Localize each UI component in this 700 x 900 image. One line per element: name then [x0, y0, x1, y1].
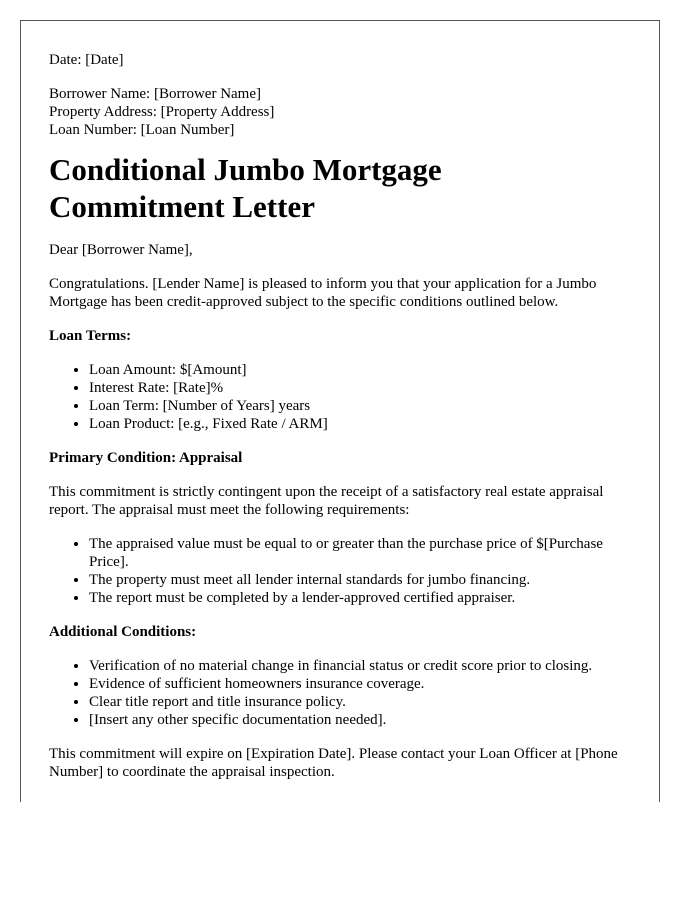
property-address-line: Property Address: [Property Address]: [49, 104, 275, 120]
list-item: • Verification of no material change in financial status or credit score prior to closing.: [89, 657, 631, 675]
list-item: • The appraised value must be equal to or greater than the purchase price of $[Purchase Price].: [89, 535, 631, 571]
additional-conditions-list: [49, 657, 631, 729]
list-item: • Evidence of sufficient homeowners insurance coverage.: [89, 675, 631, 693]
list-item: • Loan Term: [Number of Years] years: [89, 397, 631, 415]
list-item: • Interest Rate: [Rate]%: [89, 379, 631, 397]
list-item: • The property must meet all lender internal standards for jumbo financing.: [89, 571, 631, 589]
borrower-name-line: Borrower Name: [Borrower Name]: [49, 86, 261, 102]
appraisal-requirements-list: [49, 535, 631, 607]
title-line-2: Commitment Letter: [49, 189, 315, 224]
intro-paragraph: Congratulations. [Lender Name] is pleased to inform you that your application for a Jumbo Mortgage has been credit-approved subject to the specific conditions outlined below.: [49, 276, 597, 310]
appraisal-paragraph: This commitment is strictly contingent upon the receipt of a satisfactory real estate appraisal report. The appraisal must meet the following requirements:: [49, 484, 604, 518]
salutation: Dear [Borrower Name],: [49, 242, 193, 258]
loan-terms-list: [49, 361, 631, 433]
appraisal-heading: Primary Condition: Appraisal: [49, 450, 243, 466]
letter-page: [20, 20, 660, 802]
list-item: • [Insert any other specific documentation needed].: [89, 711, 631, 729]
additional-conditions-heading: Additional Conditions:: [49, 624, 197, 640]
loan-number-line: Loan Number: [Loan Number]: [49, 122, 235, 138]
list-item: • Clear title report and title insurance policy.: [89, 693, 631, 711]
page-title: [49, 151, 631, 225]
list-item: • Loan Amount: $[Amount]: [89, 361, 631, 379]
list-item: • Loan Product: [e.g., Fixed Rate / ARM]: [89, 415, 631, 433]
loan-terms-heading: Loan Terms:: [49, 328, 132, 344]
closing-paragraph: This commitment will expire on [Expiration Date]. Please contact your Loan Officer at [Phone Number] to coordinate the appraisal inspection.: [49, 746, 618, 780]
date-line: Date: [Date]: [49, 52, 124, 68]
list-item: • The report must be completed by a lender-approved certified appraiser.: [89, 589, 631, 607]
title-line-1: Conditional Jumbo Mortgage: [49, 152, 442, 187]
